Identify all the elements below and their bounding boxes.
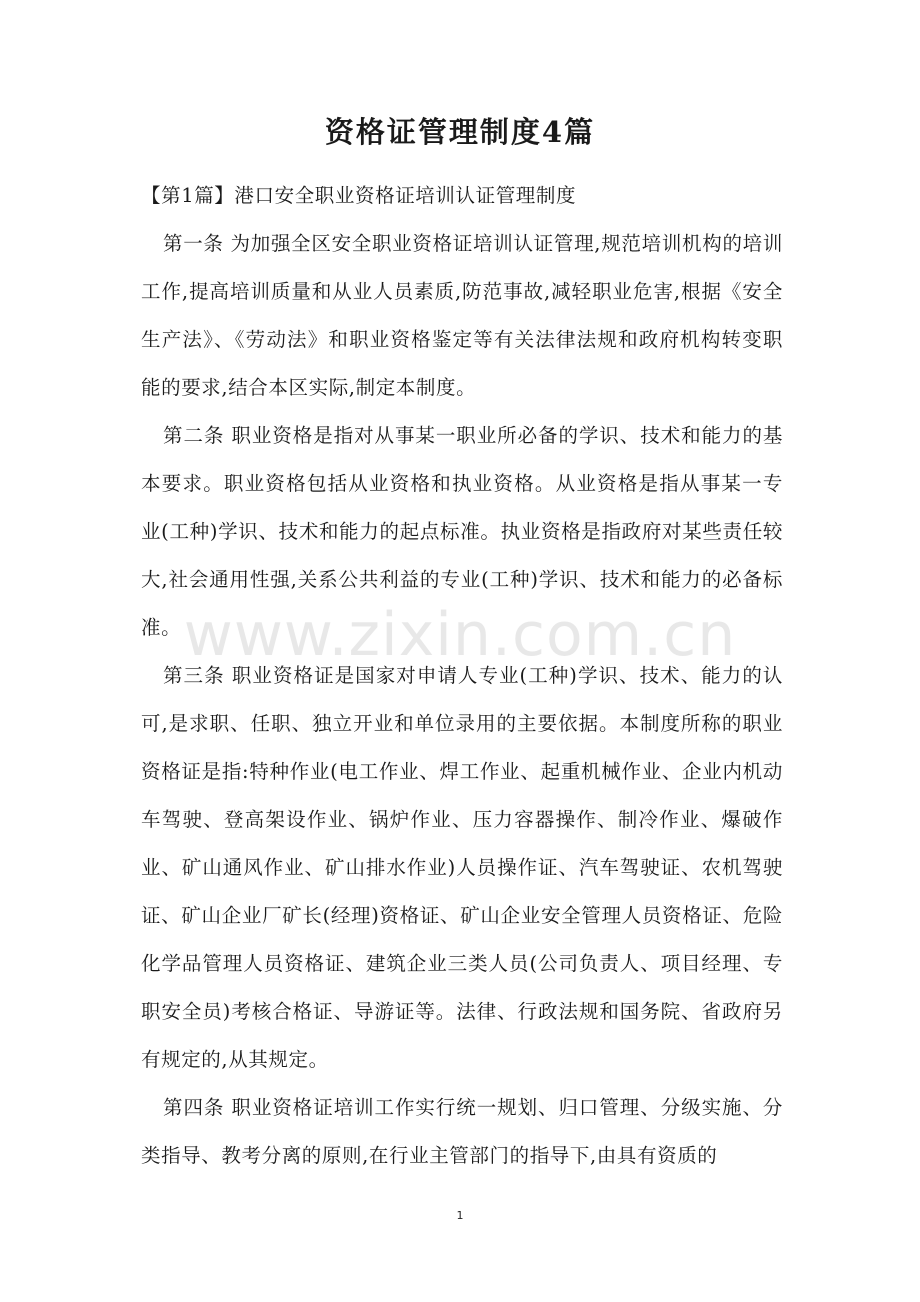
paragraph-article-3: 第三条 职业资格证是国家对申请人专业(工种)学识、技术、能力的认可,是求职、任职、独立开业和单位录用的主要依据。本制度所称的职业资格证是指:特种作业(电工作业、焊工作业、起重机械作业、企业内机动车驾驶、登高架设作业、锅炉作业、压力容器操作、制冷作业、爆破作业、矿山通风作业、矿山排水作业)人员操作证、汽车驾驶证、农机驾驶证、矿山企业厂矿长(经理)资格证、矿山企业安全管理人员资格证、危险化学品管理人员资格证、建筑企业三类人员(公司负责人、项目经理、专职安全员)考核合格证、导游证等。法律、行政法规和国务院、省政府另有规定的,从其规定。 — [141, 664, 783, 1071]
paragraph-article-2: 第二条 职业资格是指对从事某一职业所必备的学识、技术和能力的基本要求。职业资格包括从业资格和执业资格。从业资格是指从事某一专业(工种)学识、技术和能力的起点标准。执业资格是指政府对某些责任较大,社会通用性强,关系公共利益的专业(工种)学识、技术和能力的必备标准。 — [141, 424, 783, 639]
watermark: www.zixin.com.cn — [183, 600, 737, 670]
page-number: 1 — [456, 1209, 464, 1222]
document-title: 资格证管理制度4篇 — [324, 115, 596, 149]
paragraph-article-1: 第一条 为加强全区安全职业资格证培训认证管理,规范培训机构的培训工作,提高培训质量和从业人员素质,防范事故,减轻职业危害,根据《安全生产法》、《劳动法》和职业资格鉴定等有关法律法规和政府机构转变职能的要求,结合本区实际,制定本制度。 — [141, 232, 783, 399]
paragraph-article-4: 第四条 职业资格证培训工作实行统一规划、归口管理、分级实施、分类指导、教考分离的原则,在行业主管部门的指导下,由具有资质的 — [141, 1096, 783, 1167]
document-body — [141, 172, 783, 1180]
section-heading: 【第1篇】港口安全职业资格证培训认证管理制度 — [141, 184, 577, 207]
